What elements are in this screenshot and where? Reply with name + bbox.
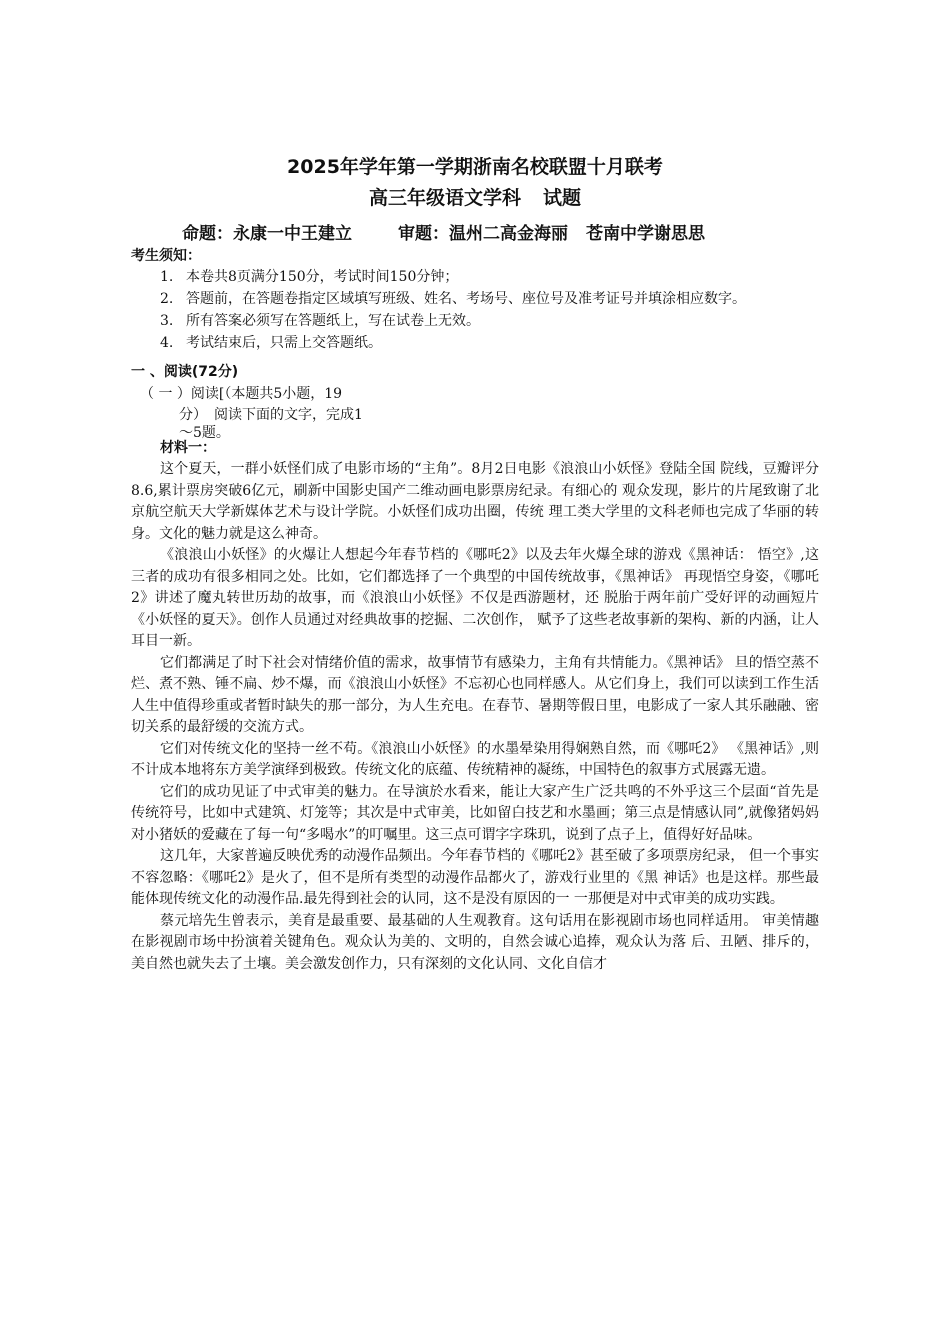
reading-intro-line-1: （ 一 ）阅读[（本题共5小题，19 [140,386,343,402]
note-number: 3. [160,313,174,329]
article-body [131,459,819,975]
paragraph: 蔡元培先生曾表示，美育是最重要、最基础的人生观教育。这句话用在影视剧市场也同样适用。 审美情趣在影视剧市场中扮演着关键角色。观众认为美的、文明的，自然会诚心追捧，观众认为落 后、丑陋、排斥的，美自然也就失去了土壤。美会激发创作力，只有深刻的文化认同、文化自信才 [131,912,819,972]
note-number: 2. [160,291,174,307]
note-number: 4. [160,335,174,351]
reviewer-credit-1: 审题：温州二高金海丽 [398,224,568,244]
paragraph: 这个夏天，一群小妖怪们成了电影市场的“主角”。8月2日电影《浪浪山小妖怪》登陆全国 院线，豆瓣评分8.6,累计票房突破6亿元，刷新中国影史国产二维动画电影票房纪录。有细心的 观众发现，影片的片尾致谢了北京航空航天大学新媒体艺术与设计学院。小妖怪们成功出圈，传统 理工类大学里的文科老师也完成了华丽的转身。文化的魅力就是这么神奇。 [131,461,819,542]
reading-intro-line-3: ～5题。 [179,425,230,441]
material-label: 材料一： [160,440,216,456]
note-item [160,332,382,352]
reviewer-credit-2: 苍南中学谢思思 [586,224,705,244]
note-text: 答题前，在答题卷指定区域填写班级、姓名、考场号、座位号及准考证号并填涂相应数字。 [186,291,746,307]
paper-label: 试题 [543,187,582,209]
note-item [160,310,480,330]
note-item [160,266,458,286]
paragraph: 它们都满足了时下社会对情绪价值的需求，故事情节有感染力，主角有共情能力。《黑神话》 旦的悟空蒸不烂、煮不熟、锤不扁、炒不爆，而《浪浪山小妖怪》不忘初心也同样感人。从它们身上，我们可以读到工作生活 人生中值得珍重或者暂时缺失的那一部分，为人生充电。在春节、暑期等假日里，电影成了一家人其乐融融、密切关系的最舒缓的交流方式。 [131,654,819,735]
exam-subtitle [0,183,950,210]
section-heading: 一 、阅读(72分) [131,364,239,380]
authors-line [182,219,705,244]
note-item [160,288,746,308]
paragraph: 这几年，大家普遍反映优秀的动漫作品频出。今年春节档的《哪吒2》甚至破了多项票房纪录， 但一个事实不容忽略：《哪吒2》是火了，但不是所有类型的动漫作品都火了，游戏行业里的《黑 神话》也是这样。那些最能体现传统文化的动漫作品.最先得到社会的认同，这不是没有原因的一 一那便是对中式审美的成功实践。 [131,848,819,907]
note-text: 考试结束后，只需上交答题纸。 [186,335,382,351]
subject-label: 高三年级语文学科 [368,187,521,209]
reading-intro-line-2: 分） 阅读下面的文字，完成1 [179,407,363,423]
exam-title: 2025年学年第一学期浙南名校联盟十月联考 [287,156,663,178]
notes-heading: 考生须知： [131,248,201,264]
note-text: 所有答案必须写在答题纸上，写在试卷上无效。 [186,313,480,329]
paragraph: 《浪浪山小妖怪》的火爆让人想起今年春节档的《哪吒2》以及去年火爆全球的游戏《黑神话： 悟空》,这三者的成功有很多相同之处。比如，它们都选择了一个典型的中国传统故事，《黑神话》 再现悟空身姿，《哪吒2》讲述了魔丸转世历劫的故事，而《浪浪山小妖怪》不仅是西游题材，还 脱胎于两年前广受好评的动画短片《小妖怪的夏天》。创作人员通过对经典故事的挖掘、二次创作， 赋予了这些老故事新的架构、新的内涵，让人耳目一新。 [131,547,819,649]
note-number: 1. [160,269,174,285]
note-text: 本卷共8页满分150分，考试时间150分钟； [186,269,459,285]
paragraph: 它们的成功见证了中式审美的魅力。在导演於水看来，能让大家产生广泛共鸣的不外乎这三个层面“首先是传统符号，比如中式建筑、灯笼等；其次是中式审美，比如留白技艺和水墨画；第三点是情感认同”,就像猪妈妈对小猪妖的爱藏在了每一句“多喝水”的叮嘱里。这三点可谓字字珠玑，说到了点子上，值得好好品味。 [131,783,819,843]
setter-credit: 命题：永康一中王建立 [182,224,352,244]
paragraph: 它们对传统文化的坚持一丝不苟。《浪浪山小妖怪》的水墨晕染用得娴熟自然，而《哪吒2》 《黑神话》,则不计成本地将东方美学演绎到极致。传统文化的底蕴、传统精神的凝练，中国特色的叙事方式展露无遗。 [131,740,819,778]
